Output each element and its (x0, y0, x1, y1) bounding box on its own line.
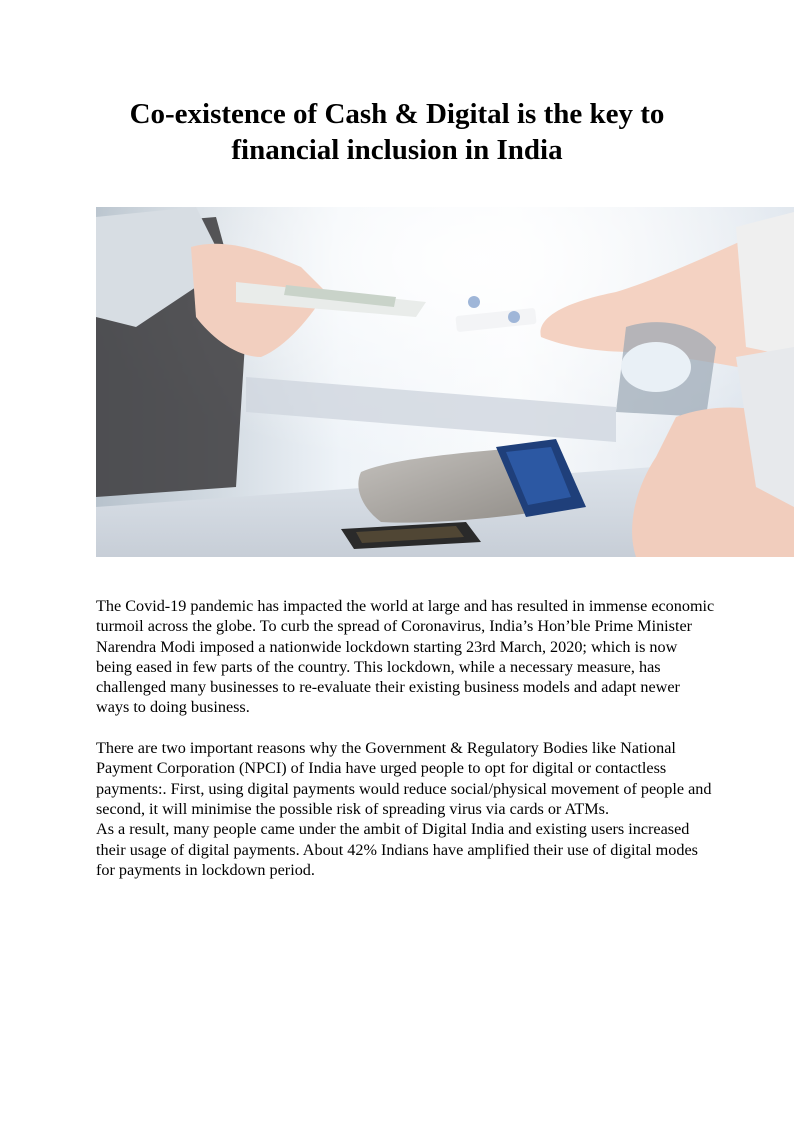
paragraph-2: There are two important reasons why the Government & Regulatory Bodies like National Payment Corporation (NPCI) of India have urged people to opt for digital or contactless payments:. First, using digital payments would reduce social/physical movement of people and second, it will minimise the possible risk of spreading virus via cards or ATMs. (96, 739, 712, 818)
article-body (96, 596, 716, 880)
cash-and-card-payment-photo (96, 207, 794, 557)
paragraph-3: As a result, many people came under the ambit of Digital India and existing users increased their usage of digital payments. About 42% Indians have amplified their use of digital modes for payments in lockdown period. (96, 820, 698, 879)
article-title-line-1: Co-existence of Cash & Digital is the key to (129, 98, 665, 130)
article-title (60, 96, 734, 168)
article-title-line-2: financial inclusion in India (231, 134, 563, 166)
paragraph-1: The Covid-19 pandemic has impacted the world at large and has resulted in immense economic turmoil across the globe. To curb the spread of Coronavirus, India’s Hon’ble Prime Minister Narendra Modi imposed a nationwide lockdown starting 23rd March, 2020; which is now being eased in few parts of the country. This lockdown, while a necessary measure, has challenged many businesses to re-evaluate their existing business models and adapt newer ways to doing business. (96, 597, 715, 717)
